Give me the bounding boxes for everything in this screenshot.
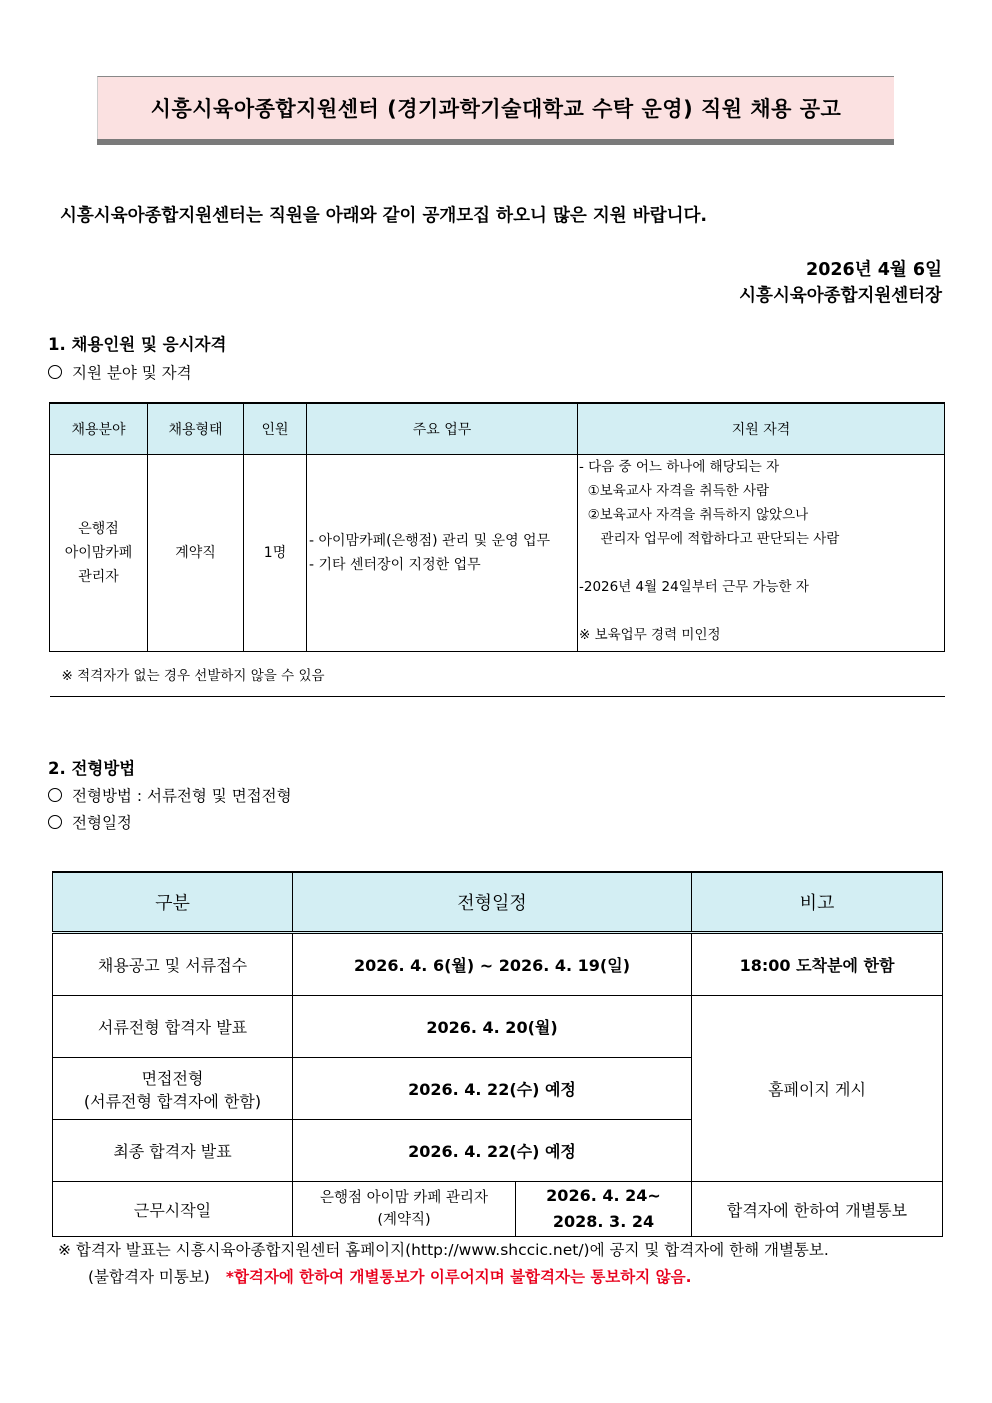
circle-bullet-icon	[48, 788, 62, 802]
cell-type: 계약직	[148, 455, 244, 652]
header-field: 채용분야	[50, 403, 148, 455]
row-schedule: 2026. 4. 20(월)	[293, 996, 692, 1058]
header-qualifications: 지원 자격	[578, 403, 945, 455]
footer-line2: (불합격자 미통보) *합격자에 한하여 개별통보가 이루어지며 불합격자는 통보하지 않음.	[88, 1268, 692, 1286]
footer-red-notice: *합격자에 한하여 개별통보가 이루어지며 불합격자는 통보하지 않음.	[225, 1268, 692, 1286]
intro-text: 시흥시육아종합지원센터는 직원을 아래와 같이 공개모집 하오니 많은 지원 바랍니다.	[60, 206, 708, 226]
section2-sub1: 전형방법 : 서류전형 및 면접전형	[48, 784, 292, 806]
row-label: 면접전형 (서류전형 합격자에 한함)	[53, 1058, 293, 1120]
row-label: 서류전형 합격자 발표	[53, 996, 293, 1058]
notice-date: 2026년 4월 6일	[806, 260, 942, 280]
row-label: 채용공고 및 서류접수	[53, 933, 293, 996]
recruitment-table	[49, 402, 945, 697]
circle-bullet-icon	[48, 365, 62, 379]
circle-bullet-icon	[48, 815, 62, 829]
row-label: 최종 합격자 발표	[53, 1120, 293, 1182]
page-title: 시흥시육아종합지원센터 (경기과학기술대학교 수탁 운영) 직원 채용 공고	[97, 76, 894, 139]
merged-note: 홈페이지 게시	[692, 996, 943, 1182]
section1-sub: 지원 분야 및 자격	[48, 361, 192, 383]
header-schedule: 전형일정	[293, 872, 692, 933]
row-period: 2026. 4. 24~ 2028. 3. 24	[516, 1182, 692, 1237]
issuer: 시흥시육아종합지원센터장	[739, 286, 942, 306]
row-label: 근무시작일	[53, 1182, 293, 1237]
header-type: 채용형태	[148, 403, 244, 455]
cell-count: 1명	[244, 455, 307, 652]
header-duties: 주요 업무	[307, 403, 578, 455]
header-count: 인원	[244, 403, 307, 455]
row-note: 합격자에 한하여 개별통보	[692, 1182, 943, 1237]
section2-heading: 2. 전형방법	[48, 759, 136, 778]
header-category: 구분	[53, 872, 293, 933]
row-schedule: 2026. 4. 6(월) ~ 2026. 4. 19(일)	[293, 933, 692, 996]
row-note: 18:00 도착분에 한함	[692, 933, 943, 996]
table-note: ※ 적격자가 없는 경우 선발하지 않을 수 있음	[50, 652, 945, 697]
cell-qualifications: - 다음 중 어느 하나에 해당되는 자 ①보육교사 자격을 취득한 사람 ②보육교사 자격을 취득하지 않았으나 관리자 업무에 적합하다고 판단되는 사람 -2026년 4월 24일부터 근무 가능한 자 ※ 보육업무 경력 미인정	[578, 455, 945, 652]
section1-heading: 1. 채용인원 및 응시자격	[48, 335, 227, 354]
cell-field: 은행점 아이맘카페 관리자	[50, 455, 148, 652]
row-schedule: 2026. 4. 22(수) 예정	[293, 1120, 692, 1182]
row-position: 은행점 아이맘 카페 관리자 (계약직)	[293, 1182, 516, 1237]
section2-sub2: 전형일정	[48, 811, 132, 833]
footer-line1: ※ 합격자 발표는 시흥시육아종합지원센터 홈페이지(http://www.shccic.net/)에 공지 및 합격자에 한해 개별통보.	[58, 1241, 829, 1259]
header-remarks: 비고	[692, 872, 943, 933]
row-schedule: 2026. 4. 22(수) 예정	[293, 1058, 692, 1120]
schedule-table	[52, 871, 943, 1237]
cell-duties: - 아이맘카페(은행점) 관리 및 운영 업무 - 기타 센터장이 지정한 업무	[307, 455, 578, 652]
